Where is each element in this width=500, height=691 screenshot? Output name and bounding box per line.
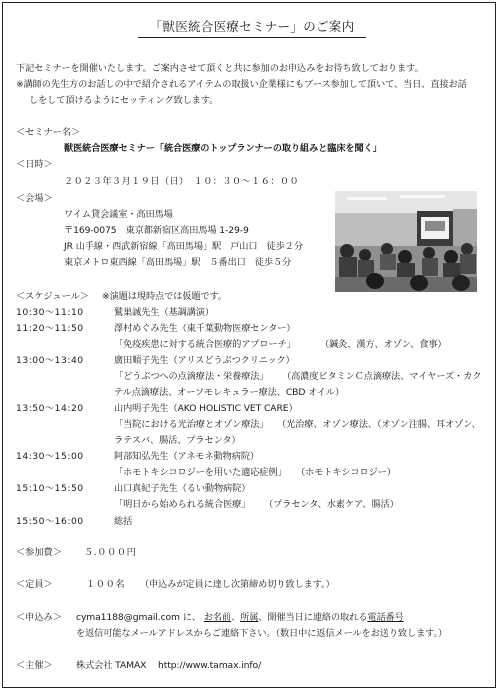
- host-label: ＜主催＞: [16, 660, 53, 671]
- contact-email-link[interactable]: cyma1188@gmail.com: [76, 612, 180, 623]
- apply-line-2: を返信可能なメールアドレスからご連絡下さい。（数日中に返信メールをお送り致します。）: [76, 628, 448, 639]
- schedule-keywords-cont: ラテスバ、腸活、プラセンタ）: [114, 435, 241, 446]
- venue-access-jr: JR 山手線・西武新宿線「高田馬場」駅 戸山口 徒歩２分: [64, 241, 303, 252]
- capacity-value: １００名: [86, 579, 126, 590]
- schedule-note: ※演題は現時点では仮題です。: [102, 291, 227, 302]
- capacity-note: （申込みが定員に達し次第締め切り致します。）: [140, 579, 335, 590]
- schedule-keywords: （ホモトキシコロジー）: [296, 467, 396, 478]
- schedule-keywords-cont: テル点滴療法、オーソモレキュラー療法、CBD オイル）: [114, 387, 345, 398]
- schedule-speaker: 総括: [114, 516, 133, 527]
- schedule-time: 13:00～13:40: [16, 355, 84, 366]
- intro-line-3: しをして頂けるようにセッティング致します。: [29, 95, 219, 106]
- schedule-time: 11:20～11:50: [16, 323, 84, 334]
- venue-label: ＜会場＞: [16, 193, 53, 204]
- schedule-speaker: 鷲巣誠先生（基調講演）: [114, 307, 214, 318]
- schedule-speaker: 山内明子先生（AKO HOLISTIC VET CARE）: [114, 403, 298, 414]
- seminar-name: 獣医統合医療セミナー「統合医療のトップランナーの取り組みと臨床を聞く」: [64, 143, 382, 154]
- schedule-keywords: （プラセンタ、水素ケア、腸活）: [264, 499, 399, 510]
- apply-label: ＜申込み＞: [16, 612, 62, 623]
- venue-name: ワイム貸会議室・高田馬場: [64, 209, 173, 220]
- apply-text: 、: [231, 612, 241, 623]
- schedule-keywords: （鍼灸、漢方、オゾン、食事）: [320, 339, 447, 350]
- schedule-keywords: （高濃度ビタミンＣ点滴療法、マイヤーズ・カク: [282, 371, 482, 382]
- fee-value: ５.０００円: [84, 547, 137, 558]
- schedule-time: 14:30～15:00: [16, 451, 84, 462]
- capacity-label: ＜定員＞: [16, 579, 53, 590]
- venue-address: 〒169-0075 東京都新宿区高田馬場 1-29-9: [64, 225, 249, 236]
- schedule-time: 13:50～14:20: [16, 403, 84, 414]
- date-label: ＜日時＞: [16, 159, 53, 170]
- required-affiliation: 所属: [240, 612, 259, 623]
- schedule-label: ＜スケジュール＞: [16, 291, 89, 302]
- schedule-topic: 「どうぶつへの点滴療法・栄養療法」: [114, 371, 269, 382]
- apply-text: 、開催当日に連絡の取れる: [258, 612, 368, 623]
- host-url-link[interactable]: http://www.tamax.info/: [158, 660, 262, 671]
- required-phone: 電話番号: [367, 612, 404, 623]
- apply-text: に、: [182, 612, 201, 623]
- intro-line-1: 下記セミナーを開催いたします。ご案内させて頂くと共に参加のお申込みをお待ち致しております。: [16, 63, 424, 74]
- schedule-time: 15:10～15:50: [16, 483, 84, 494]
- intro-line-2: ※講師の先生方のお話しの中で紹介されるアイテムの取扱い企業様にもブース参加して頂いて、当日、直接お話: [16, 79, 467, 90]
- apply-line-1: [76, 612, 404, 624]
- title-underline: [138, 37, 366, 38]
- schedule-speaker: 阿部知弘先生（アネモネ動物病院）: [114, 451, 260, 462]
- required-name: お名前: [203, 612, 232, 623]
- seminar-photo: [335, 191, 477, 292]
- date-value: ２０２３年３月１９日（日） １０：３０～１６：００: [64, 176, 300, 187]
- schedule-time: 15:50～16:00: [16, 516, 84, 527]
- schedule-keywords: （光治療、オゾン療法、（オゾン注腸、耳オゾン、: [277, 419, 481, 430]
- schedule-topic: 「明日から始められる統合医療」: [114, 499, 251, 510]
- schedule-topic: 「当院における光治療とオゾン療法」: [114, 419, 269, 430]
- schedule-time: 10:30～11:10: [16, 307, 84, 318]
- schedule-topic: 「ホモトキシコロジーを用いた適応症例」: [114, 467, 287, 478]
- schedule-speaker: 廣田順子先生（アリスどうぶつクリニック）: [114, 355, 295, 366]
- page-title: 「獣医統合医療セミナー」のご案内: [149, 19, 355, 34]
- venue-access-metro: 東京メトロ東西線「高田馬場」駅 ５番出口 徒歩５分: [64, 257, 292, 268]
- schedule-speaker: 澤村めぐみ先生（東千葉動物医療センター）: [114, 323, 296, 334]
- host-company: 株式会社 TAMAX: [76, 660, 147, 671]
- fee-label: ＜参加費＞: [16, 547, 62, 558]
- schedule-speaker: 山口真紀子先生（るい動物病院）: [114, 483, 251, 494]
- schedule-topic: 「免疫疾患に対する統合医療的アプローチ」: [114, 339, 296, 350]
- seminar-room-image: [335, 191, 477, 292]
- seminar-label: ＜セミナー名＞: [16, 127, 81, 138]
